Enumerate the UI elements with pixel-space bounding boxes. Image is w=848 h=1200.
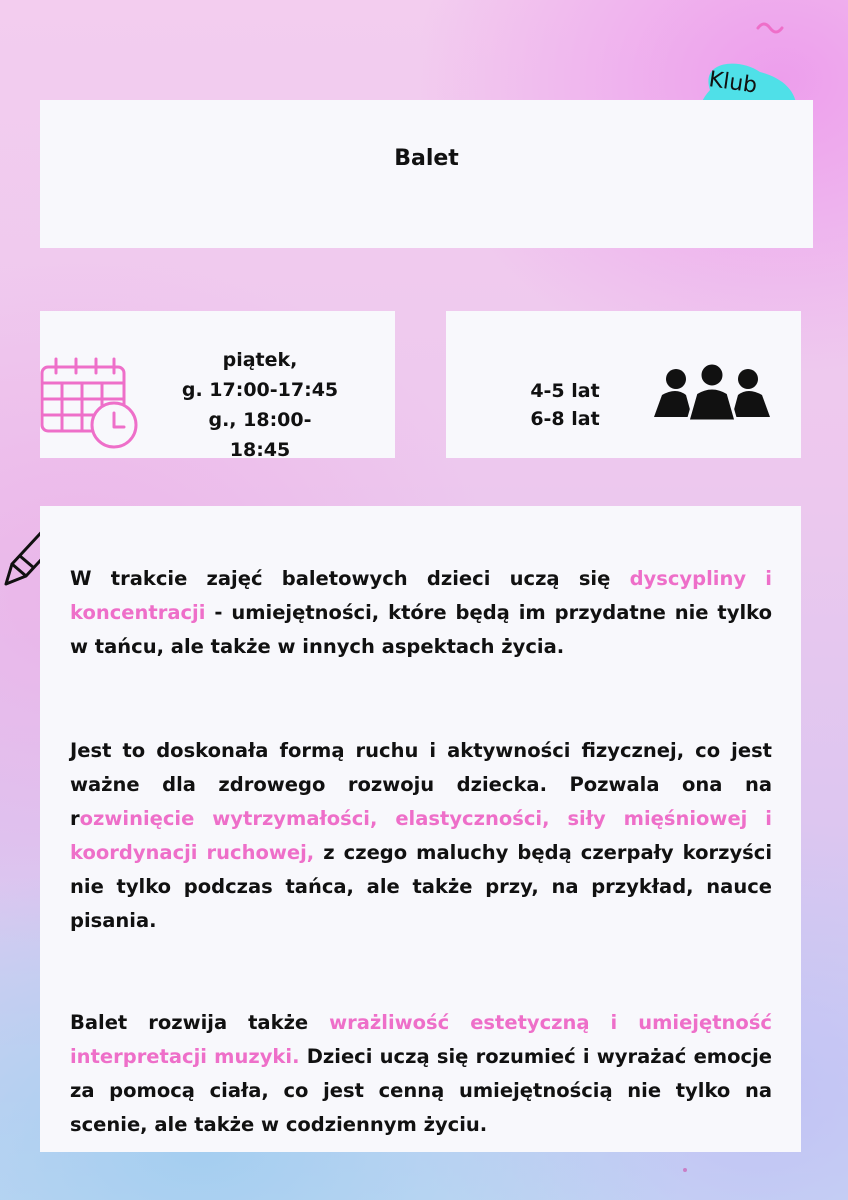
age-groups (510, 377, 620, 433)
schedule-slot2: g., 18:00-18:45 (208, 409, 312, 461)
decor-dot (683, 1168, 687, 1172)
title-card (40, 100, 813, 248)
age-group1: 4-5 lat (530, 380, 600, 402)
schedule-text (180, 345, 340, 465)
age-card (446, 311, 801, 458)
age-group2: 6-8 lat (530, 408, 600, 430)
schedule-card (40, 311, 395, 461)
paragraph-3: Balet rozwija także wrażliwość estetyczną i umiejętność interpretacji muzyki. Dzieci uczą się rozumieć i wyrażać emocje za pomocą ciała, co jest cenną umiejętnością nie tylko na scenie, ale także w codziennym życiu. (70, 1010, 772, 1136)
paragraph-2: Jest to doskonała formą ruchu i aktywności fizycznej, co jest ważne dla zdrowego rozwoju dziecka. Pozwala ona na rozwinięcie wytrzymałości, elastyczności, siły mięśniowej i koordynacji ruchowej, z czego maluchy będą czerpały korzyści nie tylko podczas tańca, ale także przy, na przykład, nauce pisania. (70, 738, 772, 932)
schedule-slot1: g. 17:00-17:45 (181, 379, 339, 401)
people-group-icon (652, 363, 772, 427)
paragraph-1: W trakcie zajęć baletowych dzieci uczą się dyscypliny i koncentracji - umiejętności, które będą im przydatne nie tylko w tańcu, ale także w innych aspektach życia. (70, 566, 772, 658)
page-title: Balet (394, 146, 459, 171)
calendar-clock-icon (40, 355, 140, 455)
schedule-day: piątek, (222, 349, 298, 371)
logo-line1: Klub (707, 67, 759, 99)
description-card (40, 506, 801, 1152)
